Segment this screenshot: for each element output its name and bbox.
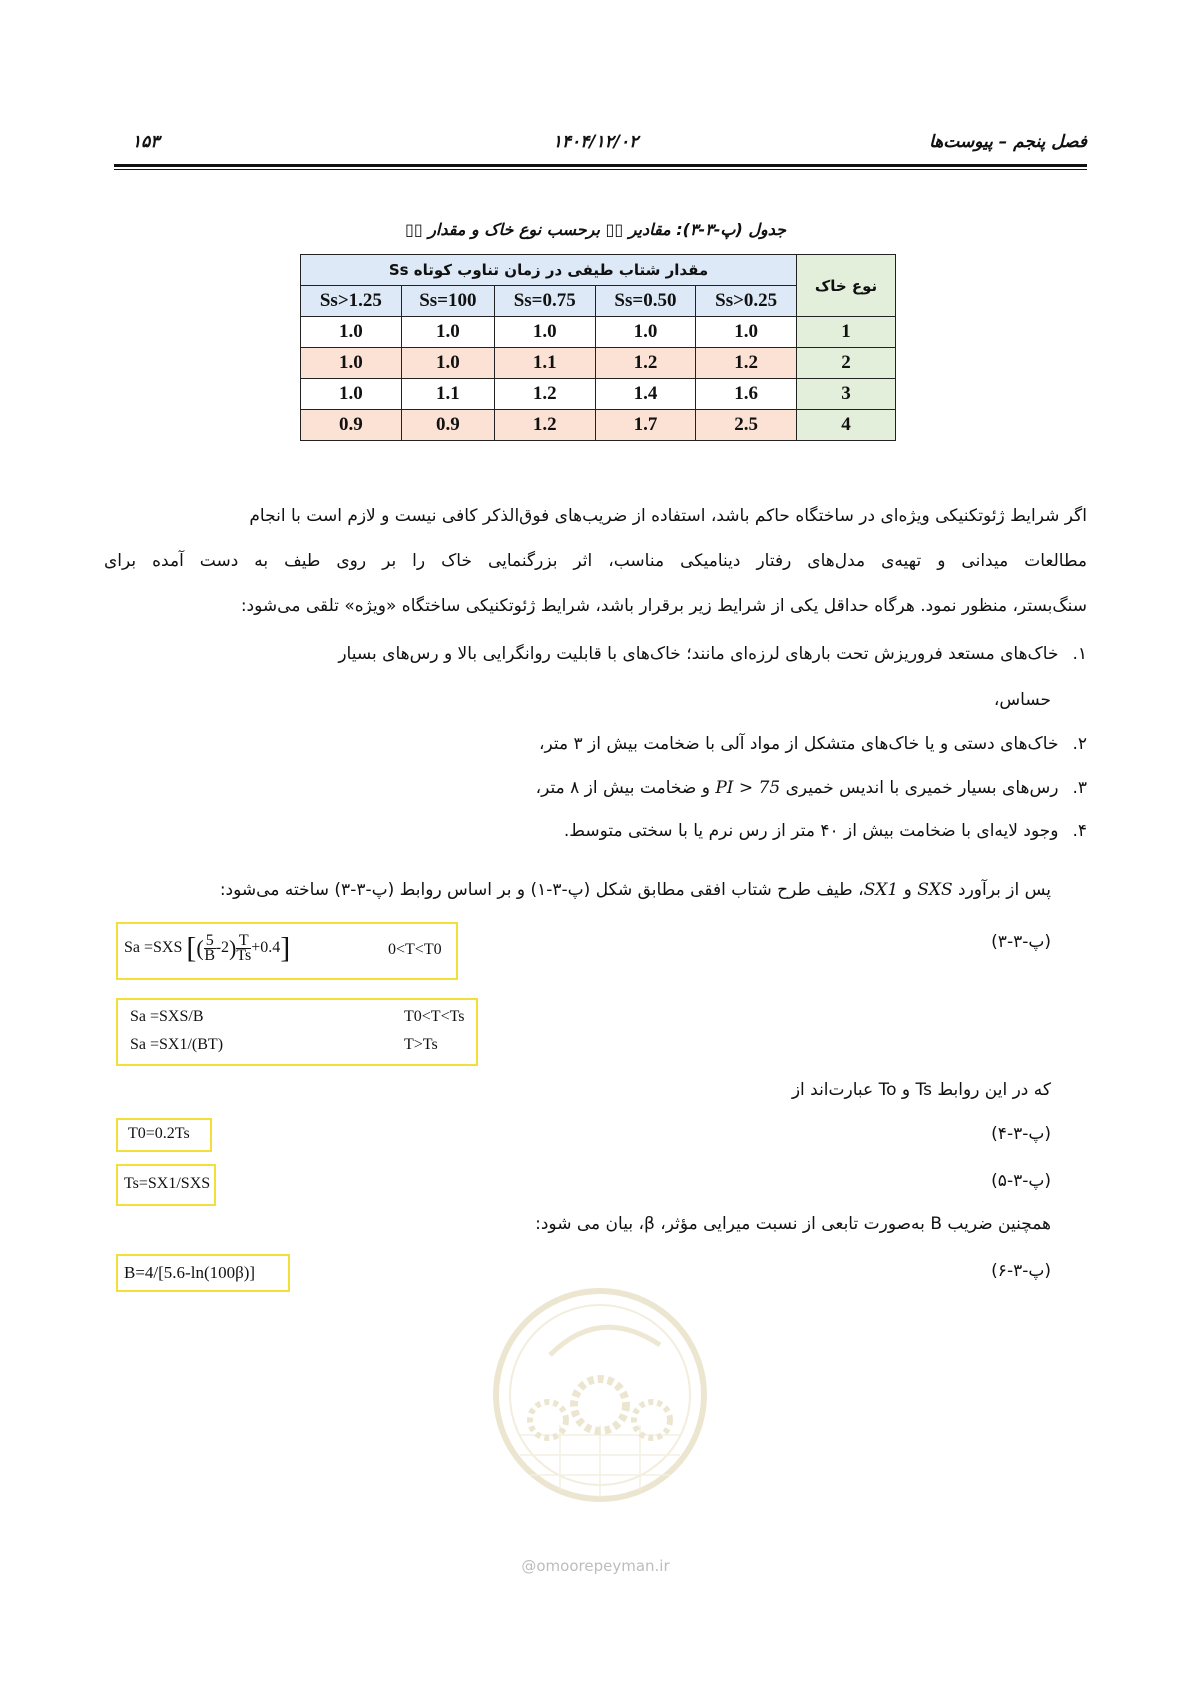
table-row [301, 317, 896, 348]
soil-coefficient-table [300, 254, 896, 441]
equation-line: Sa =SX1/(BT) [130, 1036, 224, 1053]
list-text: و ضخامت بیش از ۸ متر، [535, 778, 710, 798]
equation-label: (پ-۳-۳) [991, 932, 1051, 952]
equation-3b-box [116, 998, 478, 1066]
fraction-top: T [236, 934, 251, 949]
equation-line: Sa =SXS/B [130, 1008, 204, 1025]
list-text: خاک‌های دستی و یا خاک‌های متشکل از مواد آلی با ضخامت بیش از ۳ متر، [538, 734, 1059, 754]
list-item [536, 768, 1087, 808]
table-cell: 1.2 [696, 348, 797, 379]
equation-3-box [116, 922, 458, 980]
equation-6-box [116, 1254, 290, 1292]
page-number: ۱۵۳ [132, 132, 160, 152]
column-header: Ss=0.75 [494, 286, 595, 317]
table-cell: 1.0 [494, 317, 595, 348]
soil-type-cell: 1 [797, 317, 896, 348]
text-run: و [903, 880, 912, 900]
fraction-bottom: B [204, 947, 216, 964]
paragraph-line: که در این روابط Ts و To عبارت‌اند از [791, 1080, 1051, 1100]
list-text: وجود لایه‌ای با ضخامت بیش از ۴۰ متر از رس نرم یا با سختی متوسط. [563, 821, 1059, 841]
table-cell: 1.2 [595, 348, 696, 379]
list-number: ۴. [1072, 821, 1087, 841]
equation-4-box [116, 1118, 212, 1152]
list-number: ۳. [1072, 778, 1087, 798]
chapter-title: فصل پنجم – پیوست‌ها [929, 132, 1087, 152]
spectral-header: مقدار شتاب طیفی در زمان تناوب کوتاه Ss [301, 255, 797, 286]
text-run: پس از برآورد [958, 880, 1051, 900]
fraction-top: 5 [205, 932, 214, 949]
equation-label: (پ-۳-۵) [991, 1171, 1051, 1191]
table-cell: 1.0 [401, 348, 494, 379]
equation-line: B=4/[5.6-ln(100β)] [124, 1263, 256, 1282]
equation-line: T0=0.2Ts [128, 1125, 190, 1142]
list-number: ۲. [1072, 734, 1087, 754]
table-cell: 0.9 [401, 410, 494, 441]
list-item [539, 724, 1087, 764]
table-row [301, 410, 896, 441]
column-header: Ss>1.25 [301, 286, 402, 317]
soil-type-cell: 2 [797, 348, 896, 379]
equation-term: -2 [215, 939, 230, 957]
table-cell: 1.4 [595, 379, 696, 410]
equation-label: (پ-۳-۴) [991, 1124, 1051, 1144]
equation-term: Sa =SXS [124, 939, 183, 957]
table-cell: 1.2 [494, 410, 595, 441]
paragraph-line: سنگ‌بستر، منظور نمود. هرگاه حداقل یکی از شرایط زیر برقرار باشد، شرایط ژئوتکنیکی ساختگاه «ویژه» تلقی می‌شود: [240, 596, 1087, 616]
table-cell: 2.5 [696, 410, 797, 441]
table-caption: جدول (پ-۳-۳): مقادیر ▯▯ برحسب نوع خاک و مقدار ▯▯ [405, 220, 786, 239]
equation-condition: 0<T<T0 [388, 941, 442, 958]
table-row [301, 348, 896, 379]
paragraph-line: اگر شرایط ژئوتکنیکی ویژه‌ای در ساختگاه حاکم باشد، استفاده از ضریب‌های فوق‌الذکر کافی نیست و لازم است با انجام [249, 506, 1087, 526]
soil-type-cell: 3 [797, 379, 896, 410]
list-number: ۱. [1072, 644, 1087, 664]
table-cell: 1.0 [401, 317, 494, 348]
header-date: ۱۴۰۴/۱۲/۰۲ [552, 132, 639, 152]
table-row [301, 379, 896, 410]
watermark-logo [490, 1285, 710, 1525]
table-cell: 1.6 [696, 379, 797, 410]
header-rule-thin [114, 169, 1087, 170]
table-cell: 1.0 [301, 317, 402, 348]
paragraph-line [220, 870, 1051, 910]
soil-type-cell: 4 [797, 410, 896, 441]
text-run: ، طیف طرح شتاب افقی مطابق شکل (پ-۳-۱) و بر اساس روابط (پ-۳-۳) ساخته می‌شود: [219, 880, 864, 900]
sx1-symbol: SX1 [863, 880, 899, 900]
header-rule [114, 164, 1087, 167]
equation-condition: T0<T<Ts [404, 1008, 465, 1025]
column-header: Ss>0.25 [696, 286, 797, 317]
watermark-url: @omoorepeyman.ir [521, 1557, 670, 1575]
list-text: خاک‌های مستعد فروریزش تحت بارهای لرزه‌ای مانند؛ خاک‌های با قابلیت روانگرایی بالا و رس‌های بسیار [338, 644, 1059, 664]
column-header: Ss=0.50 [595, 286, 696, 317]
equation-label: (پ-۳-۶) [991, 1261, 1051, 1281]
equation-line: Ts=SX1/SXS [124, 1175, 211, 1192]
list-item [564, 811, 1087, 851]
column-header: Ss=100 [401, 286, 494, 317]
table-cell: 1.1 [401, 379, 494, 410]
plasticity-index-math: PI > 75 [715, 778, 781, 798]
equation-3-formula: Sa =SXS [( $\frac{5}{B}$ -2) $\frac{T}{Ts}$ +0.4] [124, 931, 291, 965]
equation-condition: T>Ts [404, 1036, 438, 1053]
list-item [104, 634, 1087, 674]
table-cell: 1.2 [494, 379, 595, 410]
table-cell: 1.0 [595, 317, 696, 348]
paragraph-line: مطالعات میدانی و تهیه‌ی مدل‌های رفتار دینامیکی مناسب، اثر بزرگنمایی خاک را بر روی طیف به دست آمده برای [104, 551, 1087, 571]
paragraph-line: همچنین ضریب B به‌صورت تابعی از نسبت میرایی مؤثر، β، بیان می شود: [535, 1214, 1051, 1234]
table-cell: 1.0 [696, 317, 797, 348]
table-cell: 1.1 [494, 348, 595, 379]
table-cell: 1.0 [301, 379, 402, 410]
sxs-symbol: SXS [917, 880, 953, 900]
soil-type-header: نوع خاک [797, 255, 896, 317]
table-cell: 1.7 [595, 410, 696, 441]
table-cell: 0.9 [301, 410, 402, 441]
list-item-continued: حساس، [993, 690, 1051, 710]
equation-term: +0.4 [251, 939, 281, 957]
table-cell: 1.0 [301, 348, 402, 379]
fraction [204, 934, 216, 963]
fraction [236, 934, 251, 963]
equation-5-box [116, 1164, 216, 1206]
list-text: رس‌های بسیار خمیری با اندیس خمیری [785, 778, 1059, 798]
fraction-bottom: Ts [236, 947, 252, 964]
